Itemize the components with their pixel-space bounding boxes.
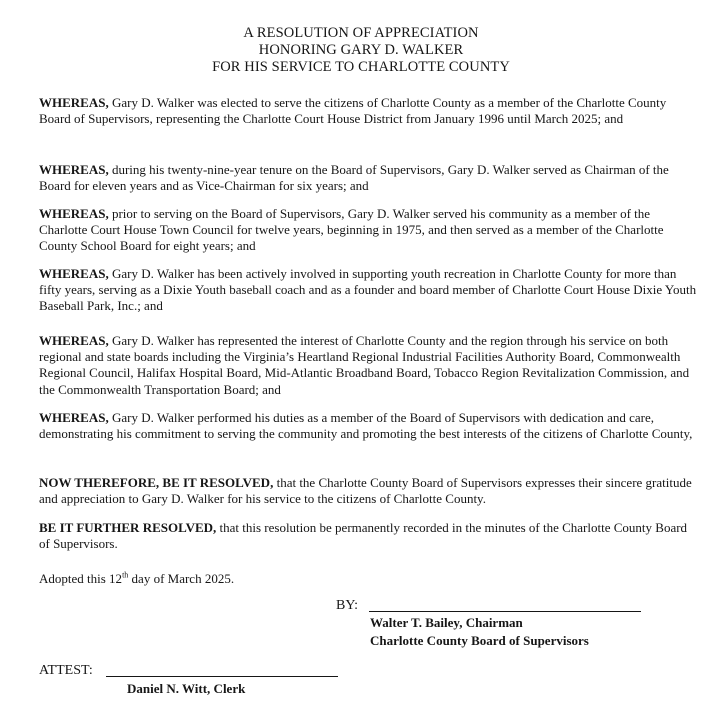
paragraph-text: Gary D. Walker has been actively involved in supporting youth recreation in Charlotte County for more than fifty years, serving as a Dixie Youth baseball coach and as a founder and board member of Charlotte Court House Dixie Youth Baseball Park, Inc.; and — [39, 266, 697, 314]
paragraph-text: prior to serving on the Board of Supervisors, Gary D. Walker served his community as a member of the Charlotte Court House Town Council for twelve years, beginning in 1975, and then served as a member of the Charlotte County School Board for eight years; and — [39, 206, 664, 254]
clerk-name: Daniel N. Witt, Clerk — [127, 681, 246, 696]
attest-label: ATTEST: — [39, 663, 93, 678]
paragraph-lead: WHEREAS, — [39, 162, 109, 177]
whereas-paragraph-1 — [39, 95, 701, 127]
paragraph-lead: WHEREAS, — [39, 95, 109, 110]
whereas-paragraph-5 — [39, 333, 701, 398]
whereas-paragraph-2 — [39, 162, 701, 194]
paragraph-lead: WHEREAS, — [39, 410, 109, 425]
resolved-paragraph — [39, 475, 701, 507]
title-line-3: FOR HIS SERVICE TO CHARLOTTE COUNTY — [212, 59, 510, 75]
further-resolved-paragraph — [39, 520, 701, 552]
paragraph-text: Gary D. Walker performed his duties as a member of the Board of Supervisors with dedication and care, demonstrating his commitment to serving the community and promoting the best interests of the citizens of Charlotte County, — [39, 410, 693, 442]
ordinal-suffix: th — [122, 570, 129, 580]
paragraph-text: during his twenty-nine-year tenure on the Board of Supervisors, Gary D. Walker served as Chairman of the Board for eleven years and as Vice-Chairman for six years; and — [39, 162, 669, 194]
paragraph-lead: WHEREAS, — [39, 206, 109, 221]
paragraph-lead: BE IT FURTHER RESOLVED, — [39, 520, 217, 535]
paragraph-lead: WHEREAS, — [39, 333, 109, 348]
paragraph-text: Gary D. Walker was elected to serve the citizens of Charlotte County as a member of the Charlotte County Board of Supervisors, representing the Charlotte Court House District from January 1996 until March 2025; and — [39, 95, 667, 127]
title-line-1: A RESOLUTION OF APPRECIATION — [243, 25, 479, 41]
resolution-title — [0, 25, 722, 76]
board-name: Charlotte County Board of Supervisors — [370, 633, 589, 648]
chairman-signature-line — [369, 611, 641, 612]
chairman-name: Walter T. Bailey, Chairman — [370, 615, 523, 630]
whereas-paragraph-4 — [39, 266, 701, 315]
adopted-date: Adopted this 12th day of March 2025. — [39, 570, 235, 586]
paragraph-lead: WHEREAS, — [39, 266, 109, 281]
whereas-paragraph-3 — [39, 206, 701, 255]
whereas-paragraph-6 — [39, 410, 701, 442]
title-line-2: HONORING GARY D. WALKER — [258, 42, 464, 58]
paragraph-text: that the Charlotte County Board of Supervisors expresses their sincere gratitude and appreciation to Gary D. Walker for his service to the citizens of Charlotte County. — [39, 475, 692, 507]
by-label: BY: — [336, 598, 359, 613]
paragraph-text: that this resolution be permanently recorded in the minutes of the Charlotte County Board of Supervisors. — [39, 520, 688, 552]
paragraph-text: Gary D. Walker has represented the interest of Charlotte County and the region through his service on both regional and state boards including the Virginia’s Heartland Regional Industrial Facilities Authority Board, Commonwealth Regional Council, Halifax Hospital Board, Mid-Atlantic Broadband Board, Tobacco Region Revitalization Commission, and the Commonwealth Transportation Board; and — [39, 333, 690, 397]
paragraph-lead: NOW THEREFORE, BE IT RESOLVED, — [39, 475, 274, 490]
clerk-signature-line — [106, 676, 338, 677]
